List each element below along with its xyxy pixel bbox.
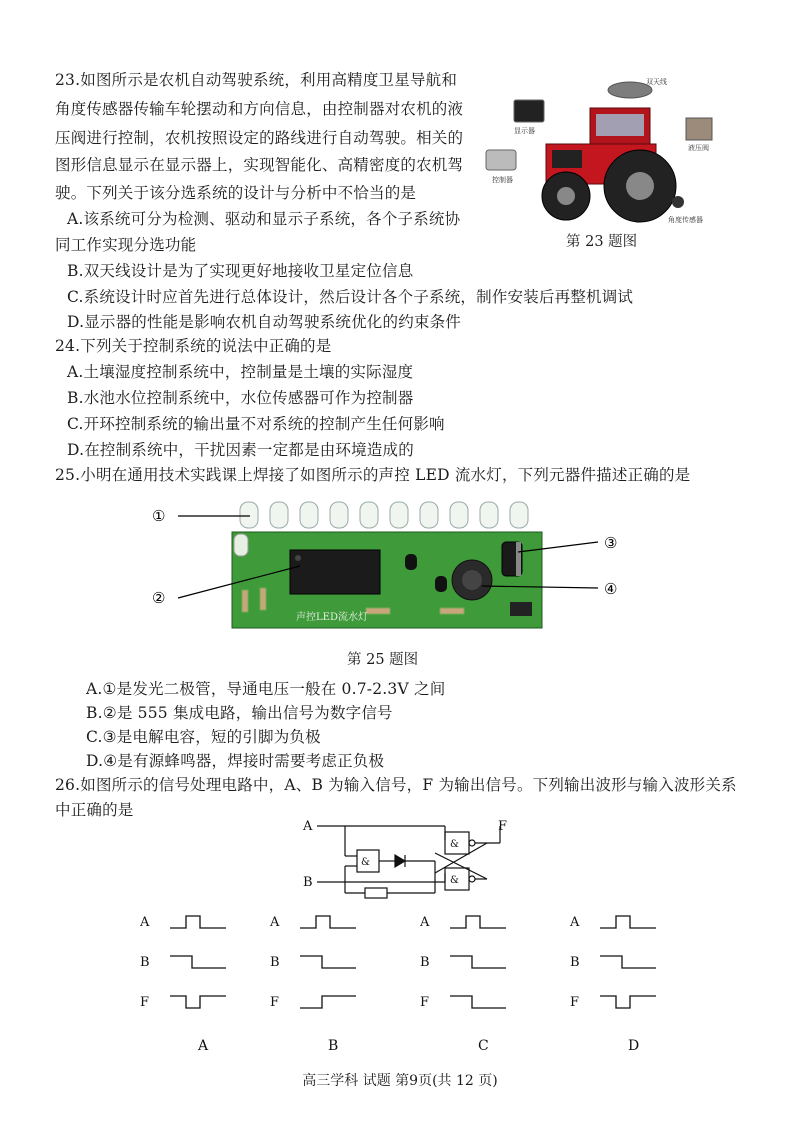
- q26-circuit-diagram: [295, 818, 525, 903]
- q25-option-b: B.②是 555 集成电路，输出信号为数字信号: [86, 704, 393, 722]
- marker-1: ①: [152, 507, 166, 525]
- wave-row-label: A: [270, 915, 280, 930]
- marker-3: ③: [604, 534, 618, 552]
- q24-option-b: B.水池水位控制系统中，水位传感器可作为控制器: [67, 389, 414, 407]
- transistor-icon: [405, 554, 417, 570]
- q23-label-controller: 控制器: [492, 176, 513, 184]
- pin-header-icon: [510, 602, 532, 616]
- q23-stem-line: 角度传感器传输车轮摆动和方向信息，由控制器对农机的液: [55, 100, 464, 118]
- q23-option-d: D.显示器的性能是影响农机自动驾驶系统优化的约束条件: [67, 313, 462, 331]
- wave-row-label: B: [270, 955, 280, 970]
- circuit-label-b: B: [303, 875, 313, 890]
- q23-stem-line: 压阀进行控制，农机按照设定的路线进行自动驾驶。相关的: [55, 129, 464, 147]
- wave-row-label: B: [420, 955, 430, 970]
- q26-waveform-options: [140, 910, 680, 1060]
- waveform-trace: [450, 996, 506, 1008]
- led-icon: [360, 502, 378, 528]
- waveform-trace: [170, 956, 226, 968]
- valve-icon: [686, 118, 712, 140]
- waveform-trace: [300, 916, 356, 928]
- waveform-trace: [300, 956, 356, 968]
- waveform-option-letter: A: [198, 1038, 209, 1054]
- marker-2: ②: [152, 589, 166, 607]
- waveform-option-letter: B: [328, 1038, 339, 1054]
- circuit-label-f: F: [498, 819, 508, 834]
- q25-figure-caption: 第 25 题图: [347, 652, 419, 668]
- q23-stem-line: 23.如图所示是农机自动驾驶系统，利用高精度卫星导航和: [55, 71, 458, 89]
- wave-row-label: F: [270, 995, 280, 1010]
- gate-symbol: &: [450, 839, 459, 850]
- led-icon: [300, 502, 318, 528]
- q23-stem-line: 驶。下列关于该分选系统的设计与分析中不恰当的是: [55, 184, 417, 202]
- led-icon: [270, 502, 288, 528]
- wave-row-label: F: [570, 995, 580, 1010]
- wave-row-label: A: [420, 915, 430, 930]
- led-icon: [330, 502, 348, 528]
- q26-stem-line: 中正确的是: [55, 801, 134, 819]
- waveform-option-letter: D: [628, 1038, 640, 1054]
- waveform-trace: [450, 916, 506, 928]
- led-icon: [240, 502, 258, 528]
- q23-option-b: B.双天线设计是为了实现更好地接收卫星定位信息: [67, 262, 414, 280]
- waveform-trace: [170, 996, 226, 1008]
- q23-label-sensor: 角度传感器: [668, 216, 703, 224]
- q23-figure-caption: 第 23 题图: [566, 234, 638, 250]
- q24-option-a: A.土壤湿度控制系统中，控制量是土壤的实际湿度: [67, 363, 414, 381]
- board-silkscreen-text: 声控LED流水灯: [296, 612, 368, 623]
- q24-stem: 24.下列关于控制系统的说法中正确的是: [55, 337, 332, 355]
- waveform-option-letter: C: [478, 1038, 489, 1054]
- waveform-trace: [600, 956, 656, 968]
- sensor-icon: [672, 196, 684, 208]
- resistor-icon: [242, 590, 248, 612]
- wave-row-label: B: [570, 955, 580, 970]
- wave-row-label: B: [140, 955, 150, 970]
- circuit-label-a: A: [303, 819, 313, 834]
- waveform-trace: [300, 996, 356, 1008]
- q23-option-a-cont: 同工作实现分选功能: [55, 236, 197, 254]
- led-icon: [480, 502, 498, 528]
- diode-icon: [395, 855, 405, 867]
- led-icon: [234, 534, 248, 556]
- q23-label-antenna: 双天线: [646, 78, 667, 86]
- led-row: [240, 502, 528, 528]
- wave-row-label: A: [140, 915, 150, 930]
- ic-chip-icon: [290, 550, 380, 594]
- page-footer: 高三学科 试题 第9页(共 12 页): [302, 1073, 498, 1089]
- waveform-trace: [170, 916, 226, 928]
- q24-option-c: C.开环控制系统的输出量不对系统的控制产生任何影响: [67, 415, 445, 433]
- q26-stem-line: 26.如图所示的信号处理电路中，A、B 为输入信号，F 为输出信号。下列输出波形与输入波形关系: [55, 776, 737, 794]
- q25-option-a: A.①是发光二极管，导通电压一般在 0.7-2.3V 之间: [86, 680, 446, 698]
- wave-row-label: F: [420, 995, 430, 1010]
- q23-stem-line: 图形信息显示在显示器上，实现智能化、高精密度的农机驾: [55, 156, 464, 174]
- gate-symbol: &: [450, 875, 459, 886]
- wave-row-label: A: [570, 915, 580, 930]
- waveform-trace: [450, 956, 506, 968]
- q25-stem: 25.小明在通用技术实践课上焊接了如图所示的声控 LED 流水灯，下列元器件描述正确的是: [55, 466, 691, 484]
- q25-option-c: C.③是电解电容，短的引脚为负极: [86, 728, 321, 746]
- led-icon: [390, 502, 408, 528]
- gate-symbol: &: [361, 857, 370, 868]
- led-icon: [510, 502, 528, 528]
- display-icon: [514, 100, 544, 122]
- waveform-trace: [600, 996, 656, 1008]
- q24-option-d: D.在控制系统中，干扰因素一定都是由环境造成的: [67, 441, 414, 459]
- controller-icon: [486, 150, 516, 170]
- q25-option-d: D.④是有源蜂鸣器，焊接时需要考虑正负极: [86, 752, 385, 770]
- q23-option-a: A.该系统可分为检测、驱动和显示子系统，各个子系统协: [67, 210, 461, 228]
- q25-figure-led-board: [150, 490, 640, 642]
- resistor-symbol-icon: [365, 888, 387, 898]
- q23-label-valve: 液压阀: [688, 144, 709, 152]
- marker-4: ④: [604, 580, 618, 598]
- wave-row-label: F: [140, 995, 150, 1010]
- led-icon: [420, 502, 438, 528]
- led-icon: [450, 502, 468, 528]
- waveform-trace: [600, 916, 656, 928]
- q23-option-c: C.系统设计时应首先进行总体设计，然后设计各个子系统，制作安装后再整机调试: [67, 288, 634, 306]
- q23-label-display: 显示器: [514, 127, 535, 135]
- q23-figure-tractor: [478, 78, 728, 228]
